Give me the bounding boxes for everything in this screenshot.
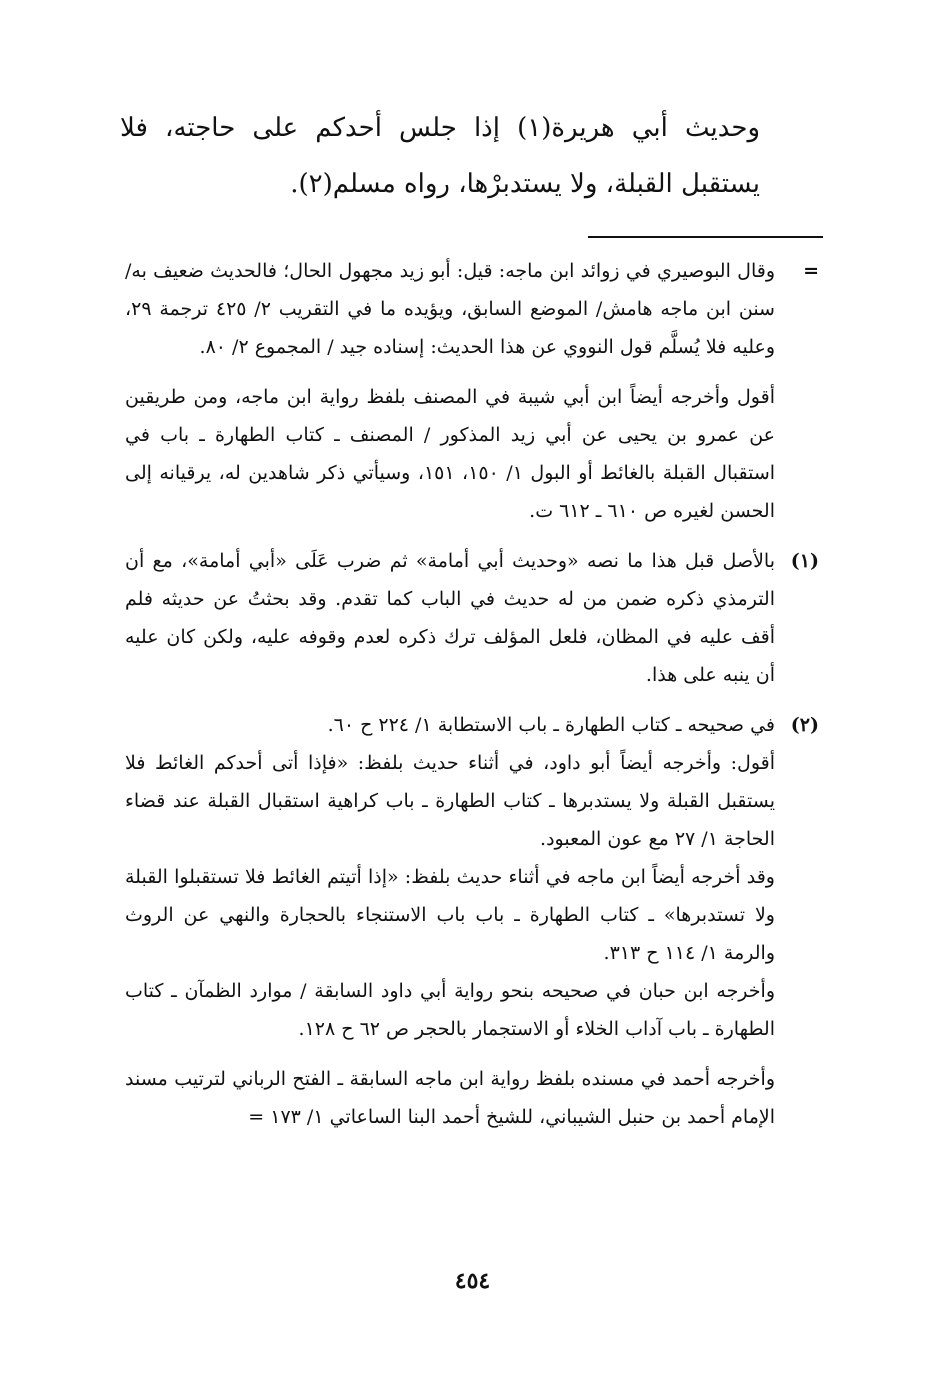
footnote-2-paragraph-2: أقول: وأخرجه أيضاً أبو داود، في أثناء حديث بلفظ: «فإذا أتى أحدكم الغائط فلا يستقبل القبلة ولا يستدبرها ـ كتاب الطهارة ـ باب كراهية استقبال القبلة عند قضاء الحاجة ١/ ٢٧ مع عون المعبود. xyxy=(125,752,775,850)
page-number: ٤٥٤ xyxy=(454,1268,491,1294)
footnote-2-paragraph-1: في صحيحه ـ كتاب الطهارة ـ باب الاستطابة ١/ ٢٢٤ ح ٦٠. xyxy=(327,714,775,736)
footnote-separator xyxy=(588,236,823,238)
continuation-paragraph-1: وقال البوصيري في زوائد ابن ماجه: قيل: أبو زيد مجهول الحال؛ فالحديث ضعيف به/ سنن ابن ماجه هامش/ الموضع السابق، ويؤيده ما في التقريب ٢/ ٤٢٥ ترجمة ٢٩، وعليه فلا يُسلَّم قول النووي عن هذا الحديث: إسناده جيد / المجموع ٢/ ٨٠. xyxy=(125,260,775,358)
continuation-marker: = xyxy=(803,260,819,282)
footnote-2-marker: (٢) xyxy=(790,714,819,736)
footnote-1-text: بالأصل قبل هذا ما نصه «وحديث أبي أمامة» ثم ضرب عَلَى «أبي أمامة»، مع أن الترمذي ذكره ضمن من له حديث في الباب كما تقدم. وقد بحثتُ عن حديثه فلم أقف عليه في المظان، فلعل المؤلف ترك ذكره لعدم وقوفه عليه، ولكن كان عليه أن ينبه على هذا. xyxy=(125,550,775,686)
continuation-paragraph-2: أقول وأخرجه أيضاً ابن أبي شيبة في المصنف بلفظ رواية ابن ماجه، ومن طريقين عن عمرو بن يحيى عن أبي زيد المذكور / المصنف ـ كتاب الطهارة ـ باب في استقبال القبلة بالغائط أو البول ١/ ١٥٠، ١٥١، وسيأتي ذكر شاهدين له، يرقيانه إلى الحسن لغيره ص ٦١٠ ـ ٦١٢ ت. xyxy=(125,386,776,522)
main-paragraph: وحديث أبي هريرة(١) إذا جلس أحدكم على حاجته، فلا يستقبل القبلة، ولا يستدبرْها، رواه مسلم(٢). xyxy=(120,113,761,199)
footnote-2-paragraph-3: وقد أخرجه أيضاً ابن ماجه في أثناء حديث بلفظ: «إذا أتيتم الغائط فلا تستقبلوا القبلة ولا تستدبرها» ـ كتاب الطهارة ـ باب باب الاستنجاء بالحجارة والنهي عن الروث والرمة ١/ ١١٤ ح ٣١٣. xyxy=(125,866,775,964)
footnote-1-marker: (١) xyxy=(790,550,819,572)
footnote-2 xyxy=(125,706,819,1136)
footnote-2-paragraph-5: وأخرجه أحمد في مسنده بلفظ رواية ابن ماجه السابقة ـ الفتح الرباني لترتيب مسند الإمام أحمد بن حنبل الشيباني، للشيخ أحمد البنا الساعاتي ١/ ١٧٣ = xyxy=(125,1068,775,1128)
footnote-1 xyxy=(125,542,819,694)
footnote-2-paragraph-4: وأخرجه ابن حبان في صحيحه بنحو رواية أبي داود السابقة / موارد الظمآن ـ كتاب الطهارة ـ باب آداب الخلاء أو الاستجمار بالحجر ص ٦٢ ح ١٢٨. xyxy=(125,980,775,1040)
main-text xyxy=(120,100,760,212)
footnote-continuation xyxy=(125,252,819,530)
footnotes xyxy=(125,252,819,1136)
